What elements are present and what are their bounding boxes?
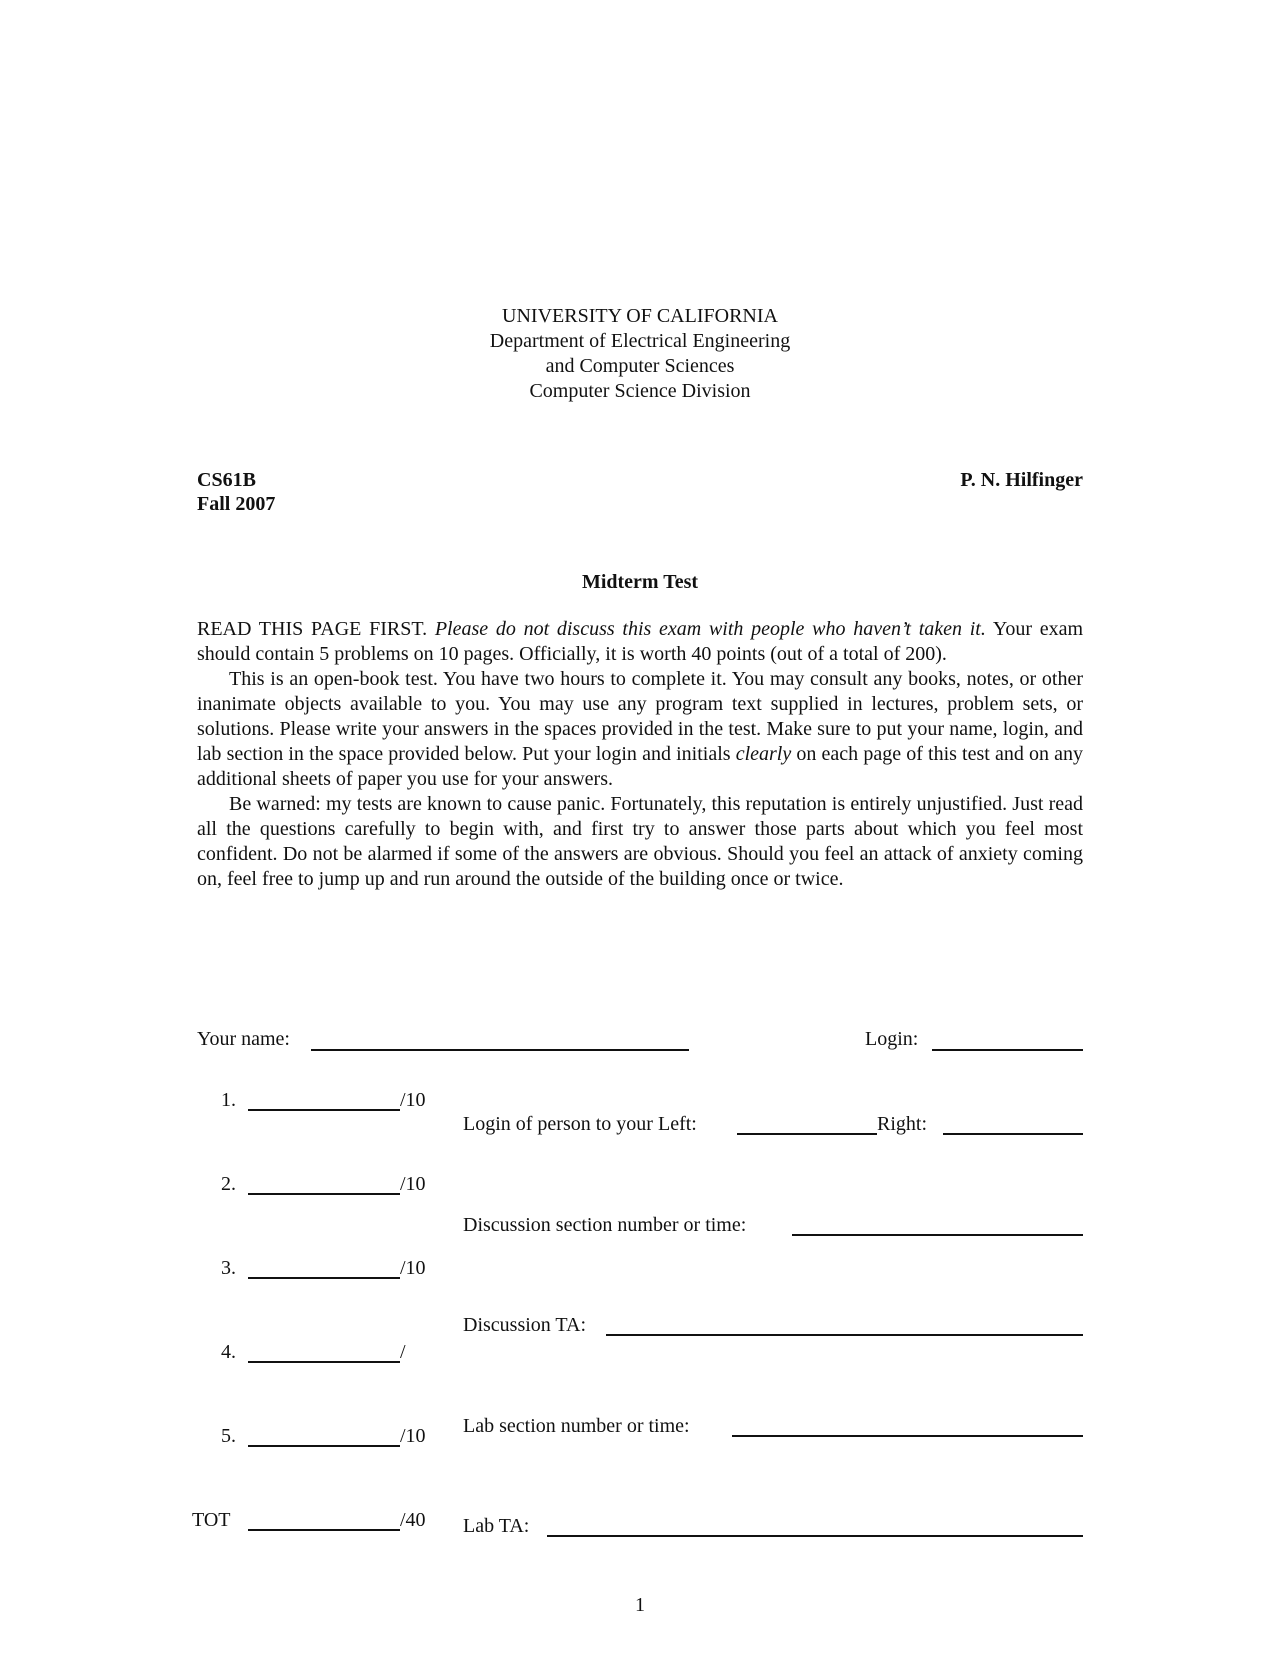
discussion-section-label: Discussion section number or time: (463, 1214, 747, 1236)
instructor-name: P. N. Hilfinger (960, 469, 1083, 491)
course-info (197, 468, 275, 516)
score-label-5: 5. (221, 1425, 236, 1447)
score-field-1[interactable] (248, 1109, 400, 1111)
course-code: CS61B (197, 469, 256, 491)
lab-ta-label: Lab TA: (463, 1515, 530, 1537)
instructions-additional-sheets: on each page of this test and on any additional sheets of paper you use for your answers. (197, 743, 1084, 790)
login-right-field[interactable] (943, 1133, 1083, 1135)
score-field-total[interactable] (248, 1529, 400, 1531)
score-field-5[interactable] (248, 1445, 400, 1447)
lab-section-field[interactable] (732, 1435, 1083, 1437)
instructions-open-book: This is an open-book test. You have two hours to complete it. You may consult any books, notes, or other inanimate objects available to you. You may use any program text supplied in lectures, problem sets, or solutions. Please write your answers in the spaces provided in the test. Make sure to put your name, login, and lab section in the space provided below. Put your login and initials (197, 668, 1083, 765)
instructions-lead: READ THIS PAGE FIRST. (197, 618, 428, 640)
discussion-ta-label: Discussion TA: (463, 1314, 587, 1336)
lab-section-label: Lab section number or time: (463, 1415, 690, 1437)
score-field-3[interactable] (248, 1277, 400, 1279)
discussion-section-field[interactable] (792, 1234, 1083, 1236)
page-number: 1 (635, 1594, 645, 1616)
score-label-3: 3. (221, 1257, 236, 1279)
login-left-label: Login of person to your Left: (463, 1113, 697, 1135)
instructions-exam-size: Your exam should contain 5 problems on 10 pages. Officially, it is worth 40 points (out of a total of 200). (197, 618, 1084, 665)
score-max-1: /10 (400, 1089, 426, 1111)
score-field-2[interactable] (248, 1193, 400, 1195)
division-name: Computer Science Division (529, 380, 751, 402)
university-name: UNIVERSITY OF CALIFORNIA (502, 305, 778, 327)
instructions-clearly: clearly (735, 743, 792, 765)
login-right-label: Right: (877, 1113, 928, 1135)
score-label-total: TOT (192, 1509, 231, 1531)
lab-ta-field[interactable] (547, 1535, 1083, 1537)
login-label: Login: (865, 1028, 919, 1050)
discussion-ta-field[interactable] (606, 1334, 1083, 1336)
score-max-5: /10 (400, 1425, 426, 1447)
department-line-1: Department of Electrical Engineering (489, 330, 791, 352)
score-max-total: /40 (400, 1509, 426, 1531)
score-max-2: /10 (400, 1173, 426, 1195)
instructions-paragraph-3: Be warned: my tests are known to cause panic. Fortunately, this reputation is entirely unjustified. Just read all the questions carefully to begin with, and first try to answer those parts about which you feel most confident. Do not be alarmed if some of the answers are obvious. Should you feel an attack of anxiety coming on, feel free to jump up and run around the outside of the building once or twice. (197, 793, 1083, 890)
instructions-italic-note: Please do not discuss this exam with people who haven’t taken it. (434, 618, 986, 640)
course-term: Fall 2007 (197, 493, 276, 515)
instructions-paragraph-2 (197, 667, 1083, 792)
score-label-4: 4. (221, 1341, 236, 1363)
institution-header (0, 304, 1280, 404)
score-max-4: / (400, 1341, 406, 1363)
score-field-4[interactable] (248, 1361, 400, 1363)
instructions (197, 617, 1083, 892)
score-label-1: 1. (221, 1089, 236, 1111)
department-line-2: and Computer Sciences (545, 355, 735, 377)
your-name-label: Your name: (197, 1028, 290, 1050)
your-name-field[interactable] (311, 1049, 689, 1051)
login-left-field[interactable] (737, 1133, 877, 1135)
score-label-2: 2. (221, 1173, 236, 1195)
exam-title: Midterm Test (581, 571, 699, 593)
instructions-paragraph-1 (197, 617, 1083, 667)
login-field[interactable] (932, 1049, 1083, 1051)
score-max-3: /10 (400, 1257, 426, 1279)
